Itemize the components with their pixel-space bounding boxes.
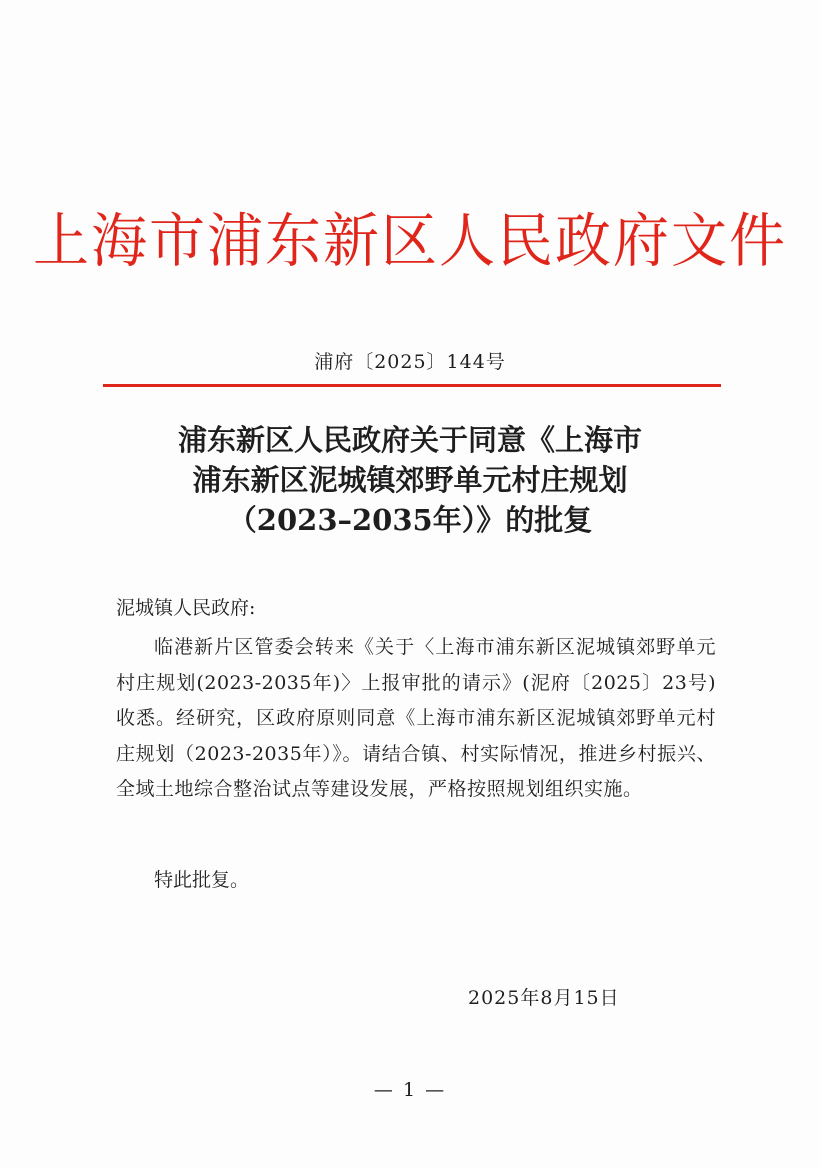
document-title — [0, 420, 820, 540]
document-title-line: （2023–2035年）》的批复 — [227, 503, 593, 537]
document-number: 浦府〔2025〕144号 — [314, 351, 506, 373]
red-divider-line — [103, 384, 721, 387]
document-header: 上海市浦东新区人民政府文件 — [33, 207, 787, 276]
page-number: — 1 — — [373, 1079, 447, 1101]
salutation: 泥城镇人民政府: — [116, 597, 256, 619]
document-title-line: 浦东新区泥城镇郊野单元村庄规划 — [192, 463, 628, 497]
closing-line: 特此批复。 — [154, 869, 250, 891]
document-date: 2025年8月15日 — [468, 987, 620, 1009]
body-paragraph: 临港新片区管委会转来《关于〈上海市浦东新区泥城镇郊野单元村庄规划(2023-2035年)〉上报审批的请示》(泥府〔2025〕23号)收悉。经研究，区政府原则同意《上海市浦东新区泥城镇郊野单元村庄规划（2023-2035年）》。请结合镇、村实际情况，推进乡村振兴、全域土地综合整治试点等建设发展，严格按照规划组织实施。 — [116, 636, 716, 800]
document-title-line: 浦东新区人民政府关于同意《上海市 — [177, 423, 642, 457]
